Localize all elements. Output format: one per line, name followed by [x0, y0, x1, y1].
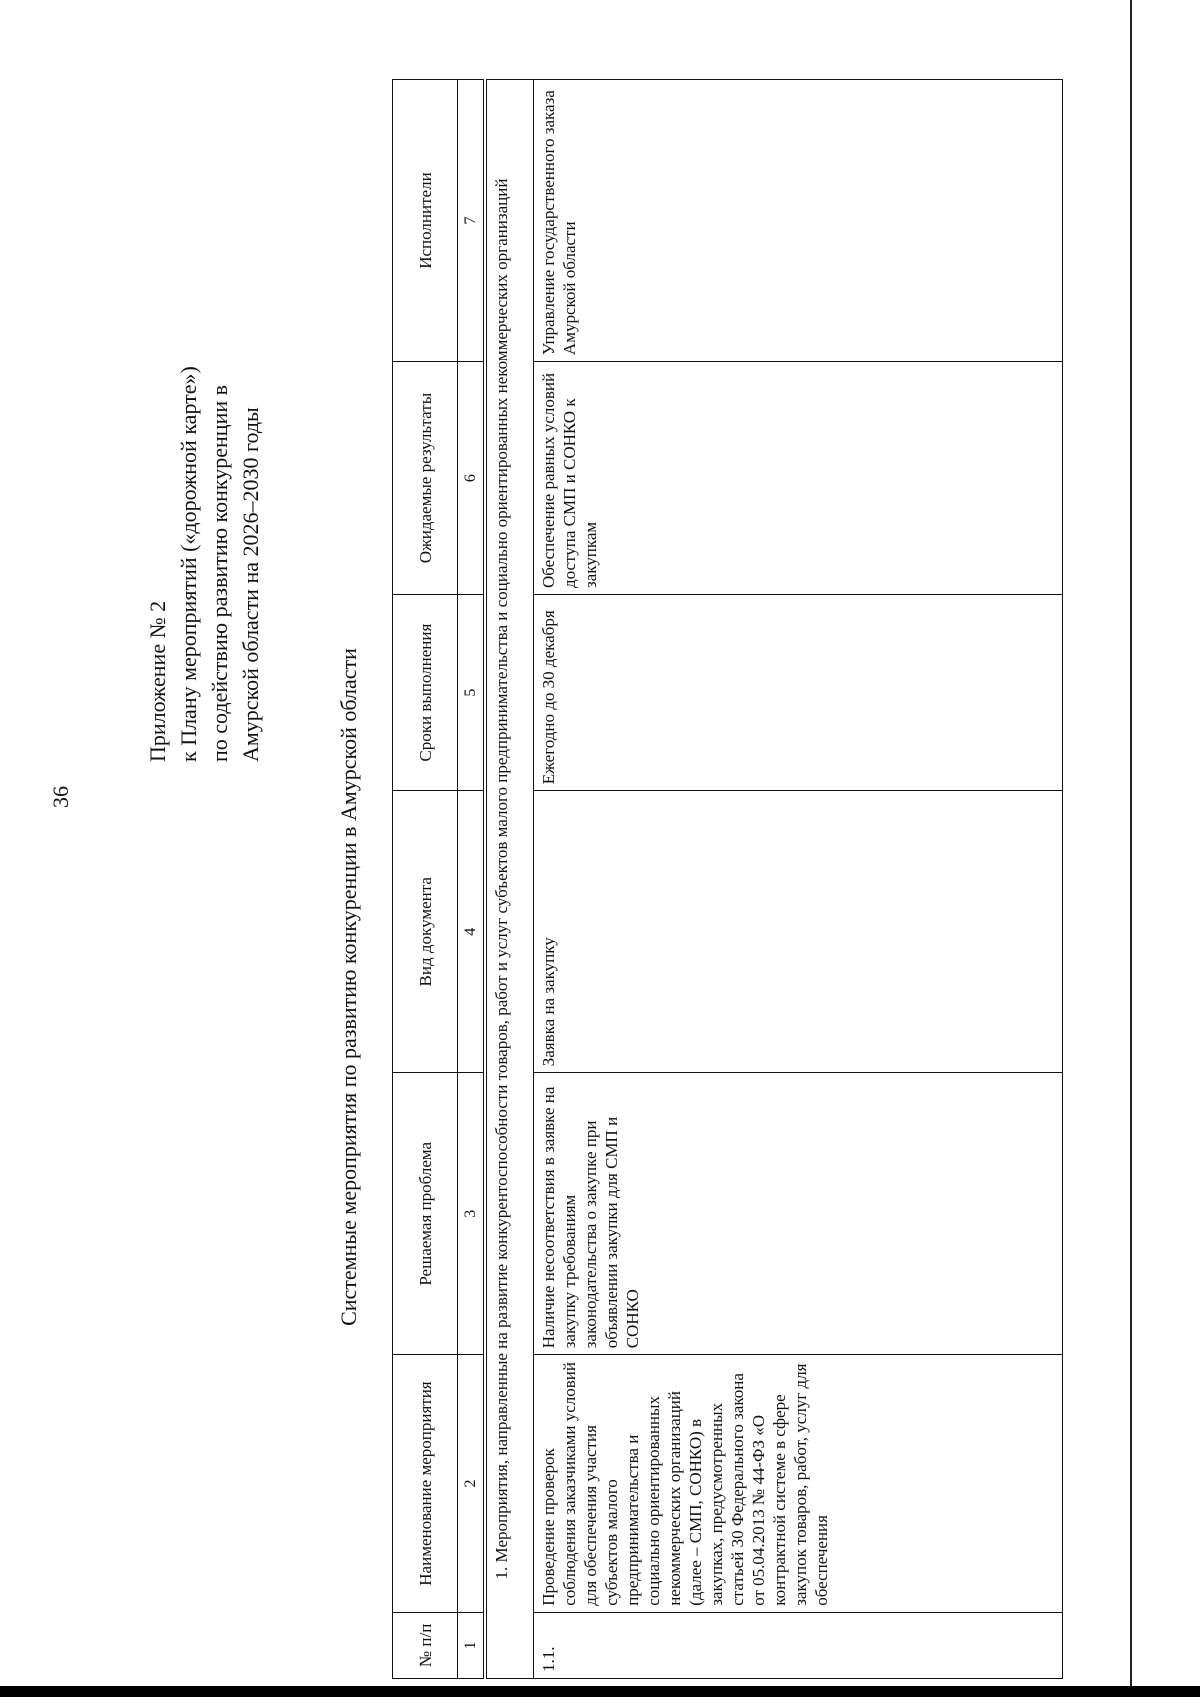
row-doc-type: Заявка на закупку: [534, 791, 1063, 1073]
table-row: [534, 80, 1063, 1679]
header-row: [393, 80, 458, 1679]
header-cell-doc-type: Вид документа: [393, 791, 458, 1073]
row-executors: Управление государственного заказа Амурской области: [534, 80, 1063, 362]
measures-table: [392, 79, 1063, 1679]
appendix-line: Амурской области на 2026–2030 годы: [238, 407, 263, 762]
column-number: 6: [458, 362, 486, 595]
appendix-block: [142, 42, 266, 762]
row-measure-name: Проведение проверок соблюдения заказчиками условий для обеспечения участия субъектов малого предпринимательства и социально ориентированных некоммерческих организаций (далее – СМП, СОНКО) в закупках, предусмотренных статьей 30 Федерального закона от 05.04.2013 № 44-ФЗ «О контрактной системе в сфере закупок товаров, работ, услуг для обеспечения: [534, 1355, 1063, 1613]
header-cell-executors: Исполнители: [393, 80, 458, 362]
column-number-row: [458, 80, 486, 1679]
appendix-line: Приложение № 2: [145, 600, 170, 762]
column-number: 4: [458, 791, 486, 1073]
header-cell-deadline: Сроки выполнения: [393, 595, 458, 791]
column-number: 1: [458, 1612, 486, 1678]
header-cell-result: Ожидаемые результаты: [393, 362, 458, 595]
column-number: 7: [458, 80, 486, 362]
page-edge: [1130, 0, 1200, 1697]
section-row: [485, 80, 534, 1679]
header-cell-problem: Решаемая проблема: [393, 1073, 458, 1355]
row-number: 1.1.: [534, 1612, 1063, 1678]
row-deadline: Ежегодно до 30 декабря: [534, 595, 1063, 791]
appendix-line: по содействию развитию конкуренции в: [207, 384, 232, 762]
column-number: 5: [458, 595, 486, 791]
section-heading: 1. Мероприятия, направленные на развитие конкурентоспособности товаров, работ и услуг субъектов малого предпринимательства и социально ориентированных некоммерческих организаций: [485, 80, 534, 1679]
column-number: 2: [458, 1355, 486, 1613]
header-cell-name: Наименование мероприятия: [393, 1355, 458, 1613]
row-result: Обеспечение равных условий доступа СМП и СОНКО к закупкам: [534, 362, 1063, 595]
document-title: Системные мероприятия по развитию конкуренции в Амурской области: [336, 648, 361, 1326]
header-cell-number: № п/п: [393, 1612, 458, 1678]
column-number: 3: [458, 1073, 486, 1355]
measures-table-wrap: [392, 79, 1092, 1679]
page-number: 36: [48, 786, 73, 808]
appendix-line: к Плану мероприятий («дорожной карте»): [176, 366, 201, 762]
row-problem: Наличие несоответствия в заявке на закупку требованиям законодательства о закупке при объявлении закупки для СМП и СОНКО: [534, 1073, 1063, 1355]
